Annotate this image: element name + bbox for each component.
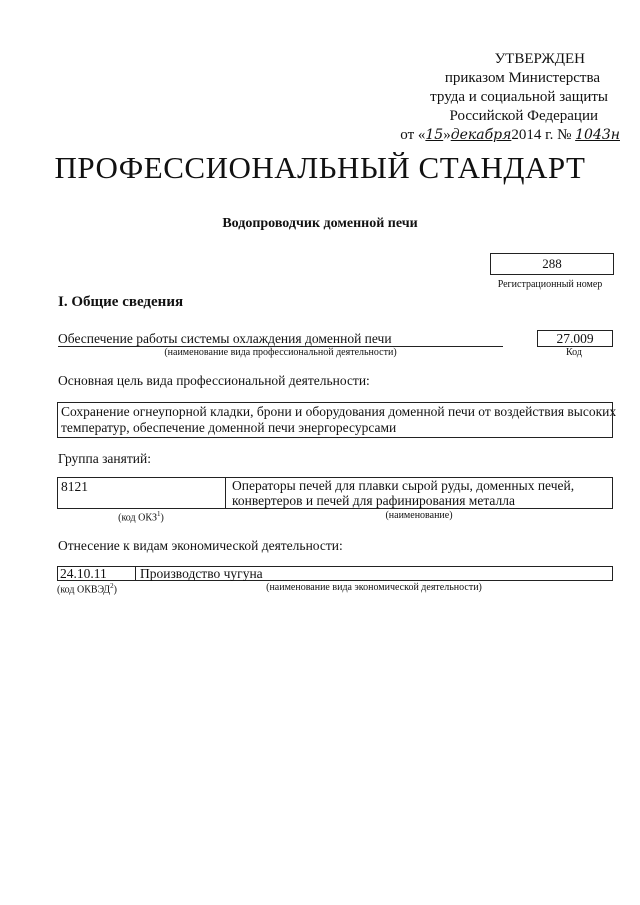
okz-name-cell: Операторы печей для плавки сырой руды, доменных печей, конвертеров и печей для рафинирования металла [232, 478, 575, 508]
group-label: Группа занятий: [58, 451, 151, 466]
goal-label: Основная цель вида профессиональной деятельности: [58, 373, 370, 388]
okved-table [57, 566, 613, 581]
okved-code-caption: (код ОКВЭД$^2$) [57, 582, 117, 596]
okz-code-cell: 8121 [58, 478, 226, 508]
section-heading: I. Общие сведения [58, 294, 184, 310]
handwritten-order-number: 1043н [575, 127, 620, 143]
approval-line: приказом Министерства [444, 70, 600, 86]
okved-name-cell: Производство чугуна [140, 566, 263, 581]
approval-line: труда и социальной защиты [430, 89, 608, 105]
standard-name: Водопроводчик доменной печи [222, 216, 418, 231]
activity-name: Обеспечение работы системы охлаждения доменной печи [58, 331, 503, 347]
registration-number-box: 288 [490, 253, 614, 275]
okz-code-caption: (код ОКЗ$^1$) [118, 510, 164, 524]
approval-date: от «15»декабря2014 г. № 1043н [400, 127, 620, 143]
okved-label: Отнесение к видам экономической деятельности: [58, 538, 343, 553]
okved-code-cell: 24.10.11 [58, 567, 136, 580]
goal-text-line: температур, обеспечение доменной печи энергоресурсами [61, 420, 397, 435]
activity-code-box: 27.009 [537, 330, 613, 347]
goal-text-line: Сохранение огнеупорной кладки, брони и оборудования доменной печи от воздействия высоких [61, 404, 617, 419]
approval-line: Российской Федерации [449, 108, 598, 124]
okz-name-caption: (наименование) [385, 510, 453, 521]
goal-box [57, 402, 617, 438]
handwritten-month: декабря [450, 127, 512, 143]
occupation-group-table [57, 477, 613, 509]
approval-stamp [360, 50, 620, 145]
code-caption: Код [566, 347, 582, 358]
registration-number-label: Регистрационный номер [497, 279, 603, 290]
activity-caption: (наименование вида профессиональной деятельности) [164, 347, 397, 358]
handwritten-day: 15 [425, 127, 444, 143]
document-title: ПРОФЕССИОНАЛЬНЫЙ СТАНДАРТ [54, 150, 586, 185]
okved-name-caption: (наименование вида экономической деятельности) [266, 582, 482, 593]
approval-line: УТВЕРЖДЕН [494, 51, 585, 67]
